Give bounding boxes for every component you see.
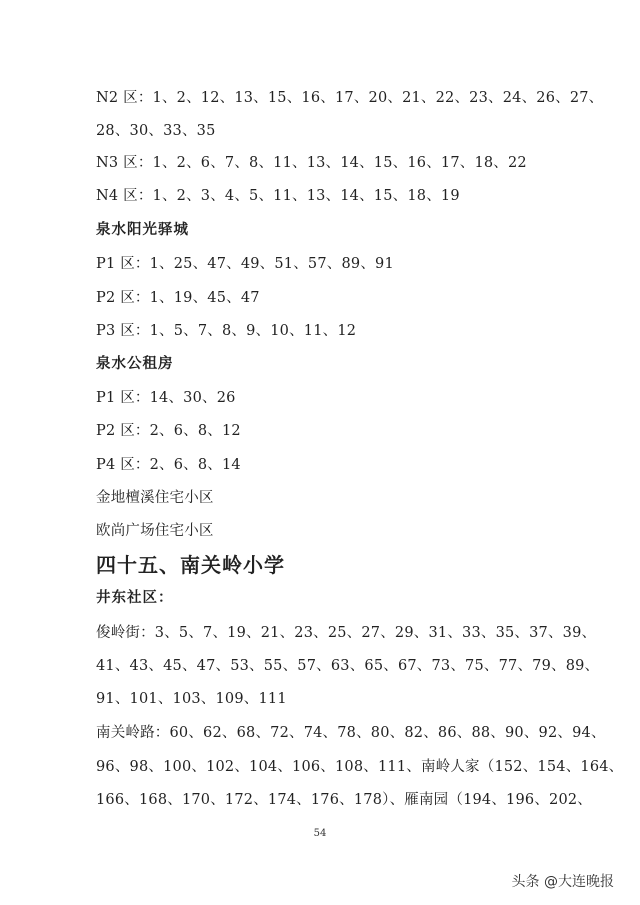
section-heading: 四十五、南关岭小学 [96,553,285,577]
section-label: 井东社区： [96,589,174,606]
text-line: N4 区：1、2、3、4、5、11、13、14、15、18、19 [96,188,460,204]
text-line: P2 区：1、19、45、47 [96,290,260,306]
text-line: 俊岭街：3、5、7、19、21、23、25、27、29、31、33、35、37、39、 [96,625,597,641]
watermark: 头条 @大连晚报 [511,874,614,890]
text-line: P1 区：14、30、26 [96,390,236,406]
text-line: 96、98、100、102、104、106、108、111、南岭人家（152、154、164、 [96,759,624,775]
text-line: P4 区：2、6、8、14 [96,457,241,473]
text-line: P2 区：2、6、8、12 [96,423,241,439]
text-line: 欧尚广场住宅小区 [96,523,214,539]
text-line: 金地檀溪住宅小区 [96,490,214,506]
text-line: N3 区：1、2、6、7、8、11、13、14、15、16、17、18、22 [96,155,527,171]
text-line: 28、30、33、35 [96,123,216,139]
text-line: P1 区：1、25、47、49、51、57、89、91 [96,256,394,272]
text-line: 南关岭路：60、62、68、72、74、78、80、82、86、88、90、92、94、 [96,725,606,741]
text-line: 91、101、103、109、111 [96,691,287,707]
page-number: 54 [313,828,327,839]
text-line: N2 区：1、2、12、13、15、16、17、20、21、22、23、24、26、27、 [96,90,604,106]
section-label: 泉水公租房 [96,355,174,372]
text-line: 166、168、170、172、174、176、178）、雁南园（194、196、202、 [96,792,593,808]
text-line: P3 区：1、5、7、8、9、10、11、12 [96,323,357,339]
section-label: 泉水阳光驿城 [96,221,189,238]
text-line: 41、43、45、47、53、55、57、63、65、67、73、75、77、79、89、 [96,658,600,674]
